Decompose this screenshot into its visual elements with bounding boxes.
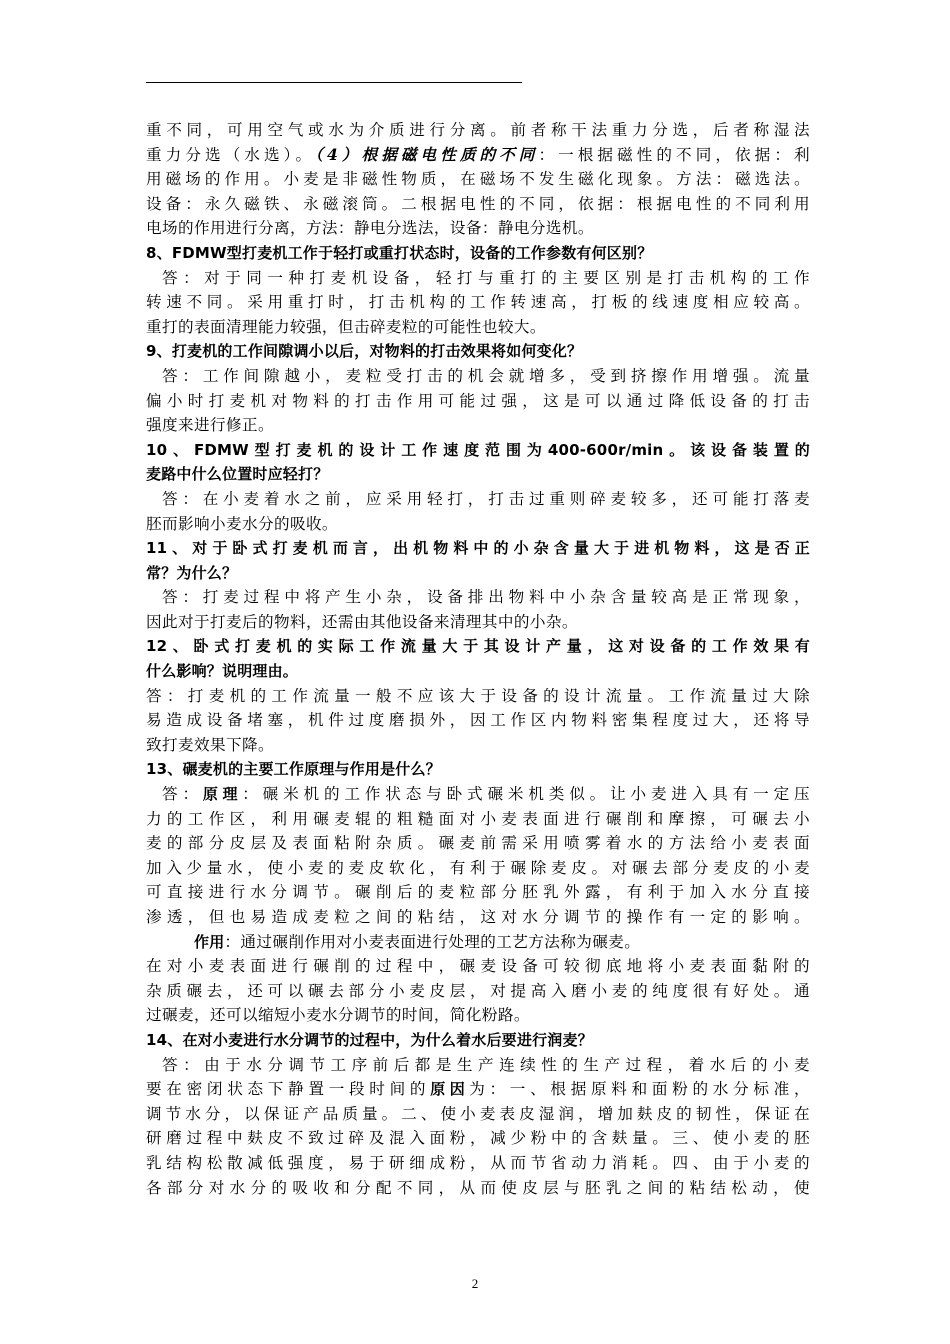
answer-line: 乳结构松散减低强度，易于研细成粉，从而节省动力消耗。四、由于小麦的 [146,1153,810,1172]
document-body [146,118,810,1200]
question-heading: 12、卧式打麦机的实际工作流量大于其设计产量，这对设备的工作效果有 [146,637,810,656]
answer-line: 因此对于打麦后的物料，还需由其他设备来清理其中的小杂。 [146,612,578,631]
answer-line: 致打麦效果下降。 [146,735,274,754]
answer-line: 答：工作间隙越小，麦粒受打击的机会就增多，受到挤擦作用增强。流量 [162,366,810,385]
keyword-function: 作用 [194,932,225,951]
answer-line: 在对小麦表面进行碾削的过程中，碾麦设备可较彻底地将小麦表面黏附的 [146,957,810,976]
paragraph-line: 设备：永久磁铁、永磁滚筒。二根据电性的不同，依据：根据电性的不同利用 [146,194,810,213]
paragraph-line: 重不同，可用空气或水为介质进行分离。前者称干法重力分选，后者称湿法 [146,121,810,139]
question-heading: 常？为什么？ [146,563,238,582]
answer-line: 渗透，但也易造成麦粒之间的粘结，这对水分调节的操作有一定的影响。 [146,908,810,926]
question-heading: 13、碾麦机的主要工作原理与作用是什么？ [146,760,441,779]
answer-line: 力的工作区，利用碾麦辊的粗糙面对小麦表面进行碾削和摩擦，可碾去小 [146,809,810,828]
answer-line: 答：由于水分调节工序前后都是生产连续性的生产过程，着水后的小麦 [162,1055,810,1074]
paragraph-line: 用磁场的作用。小麦是非磁性物质，在磁场不发生磁化现象。方法：磁选法。 [146,170,810,189]
question-heading: 11、对于卧式打麦机而言，出机物料中的小杂含量大于进机物料，这是否正 [146,539,810,558]
answer-line: 要在密闭状态下静置一段时间的原因为：一、根据原料和面粉的水分标准， [146,1080,810,1099]
question-heading: 10、FDMW型打麦机的设计工作速度范围为400-600r/min。该设备装置的 [146,440,810,459]
answer-line: 偏小时打麦机对物料的打击作用可能过强，这是可以通过降低设备的打击 [146,391,810,410]
answer-line: 调节水分，以保证产品质量。二、使小麦表皮湿润，增加麸皮的韧性，保证在 [146,1104,810,1123]
answer-line: 答：打麦机的工作流量一般不应该大于设备的设计流量。工作流量过大除 [146,686,810,705]
emphasis-heading: （4）根据磁电性质的不同 [315,144,539,164]
keyword-reason: 原因 [430,1080,470,1099]
question-heading: 麦路中什么位置时应轻打？ [146,465,329,484]
paragraph-line: 重力分选（水选）。（4）根据磁电性质的不同：一根据磁性的不同，依据：利 [146,144,810,164]
answer-line: 转速不同。采用重打时，打击机构的工作转速高，打板的线速度相应较高。 [146,293,810,312]
answer-line: 各部分对水分的吸收和分配不同，从而使皮层与胚乳之间的粘结松动，使 [146,1178,810,1197]
answer-line: 研磨过程中麸皮不致过碎及混入面粉，减少粉中的含麸量。三、使小麦的胚 [146,1129,810,1148]
answer-line: 重打的表面清理能力较强，但击碎麦粒的可能性也较大。 [146,317,546,336]
answer-line: 过碾麦，还可以缩短小麦水分调节的时间，简化粉路。 [146,1006,530,1025]
answer-line: 答：原理：碾米机的工作状态与卧式碾米机类似。让小麦进入具有一定压 [162,785,811,804]
answer-line: 可直接进行水分调节。碾削后的麦粒部分胚乳外露，有利于加入水分直接 [146,883,810,902]
answer-line: 强度来进行修正。 [146,416,274,435]
answer-line: 作用：通过碾削作用对小麦表面进行处理的工艺方法称为碾麦。 [194,932,641,951]
answer-line: 麦的部分皮层及表面粘附杂质。碾麦前需采用喷雾着水的方法给小麦表面 [146,834,810,853]
answer-line: 答：在小麦着水之前，应采用轻打，打击过重则碎麦较多，还可能打落麦 [162,489,810,508]
answer-line: 杂质碾去，还可以碾去部分小麦皮层，对提高入磨小麦的纯度很有好处。通 [146,981,810,1000]
answer-line: 胚而影响小麦水分的吸收。 [146,514,338,533]
answer-line: 易造成设备堵塞，机件过度磨损外，因工作区内物料密集程度过大，还将导 [146,711,810,730]
paragraph-line: 电场的作用进行分离，方法：静电分选法，设备：静电分选机。 [146,219,594,238]
answer-line: 答：打麦过程中将产生小杂，设备排出物料中小杂含量较高是正常现象， [162,588,810,607]
question-heading: 什么影响？说明理由。 [146,662,299,681]
header-rule [146,82,522,83]
answer-line: 加入少量水，使小麦的麦皮软化，有利于碾除麦皮。对碾去部分麦皮的小麦 [146,858,810,877]
page-number: 2 [471,1276,479,1291]
answer-line: 答：对于同一种打麦机设备，轻打与重打的主要区别是打击机构的工作 [162,268,810,287]
question-heading: 9、打麦机的工作间隙调小以后，对物料的打击效果将如何变化？ [146,342,583,361]
question-heading: 14、在对小麦进行水分调节的过程中，为什么着水后要进行润麦？ [146,1030,593,1049]
keyword-principle: 原理 [202,785,243,804]
question-heading: 8、FDMW型打麦机工作于轻打或重打状态时，设备的工作参数有何区别？ [146,243,653,262]
